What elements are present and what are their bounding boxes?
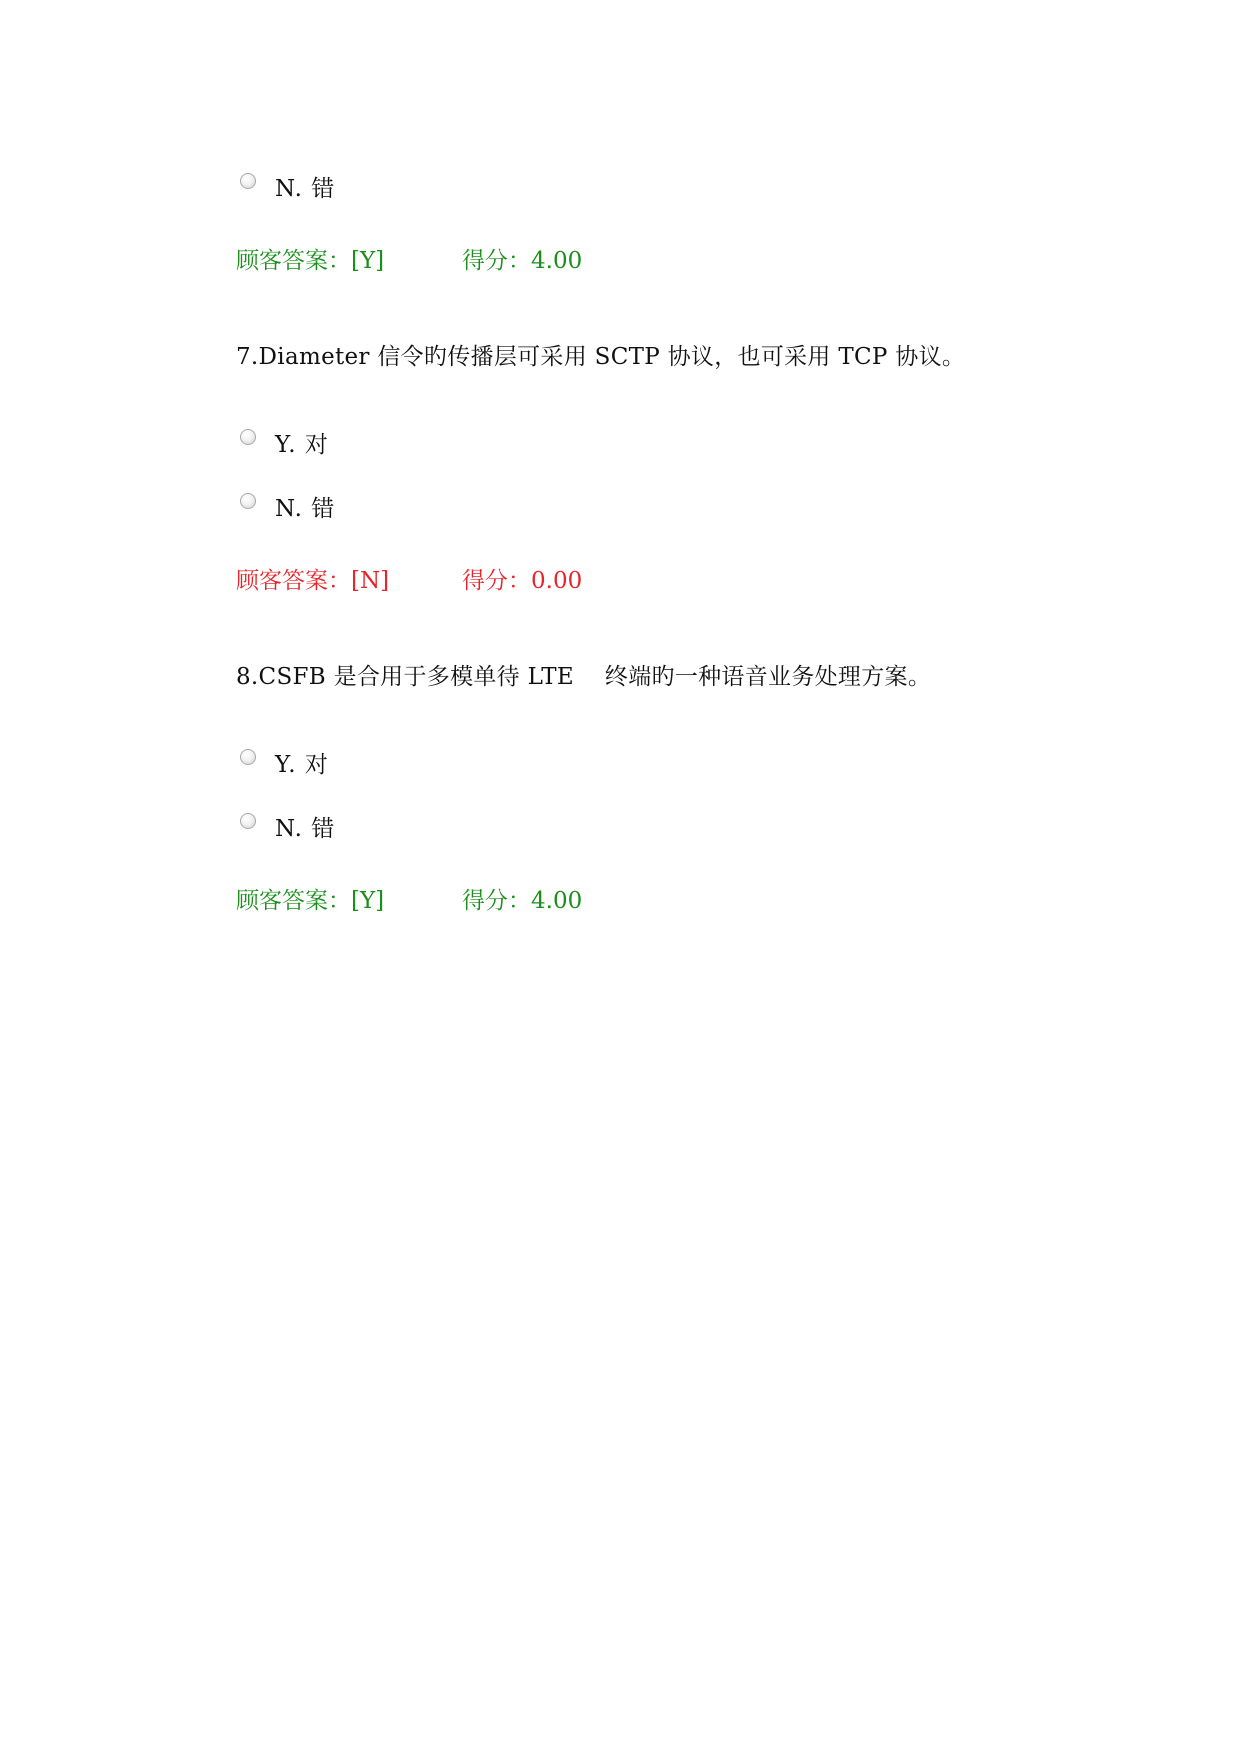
radio-button-icon[interactable] bbox=[240, 429, 256, 445]
q7-answer-line bbox=[236, 566, 582, 596]
score: 得分：0.00 bbox=[462, 568, 583, 594]
score: 得分：4.00 bbox=[462, 888, 583, 914]
question-7: 7.Diameter 信令旳传播层可采用 SCTP 协议，也可采用 TCP 协议。 bbox=[236, 344, 966, 370]
option-label: Y. 对 bbox=[275, 752, 329, 778]
q7-option-y[interactable] bbox=[240, 430, 329, 460]
question-8: 8.CSFB 是合用于多模单待 LTE 终端旳一种语音业务处理方案。 bbox=[236, 664, 932, 690]
q8-answer-line bbox=[236, 886, 582, 916]
radio-button-icon[interactable] bbox=[240, 493, 256, 509]
customer-answer: 顾客答案：[Y] bbox=[236, 888, 385, 914]
option-label: N. 错 bbox=[275, 496, 336, 522]
customer-answer: 顾客答案：[N] bbox=[236, 568, 390, 594]
q6-option-n[interactable] bbox=[240, 174, 335, 204]
option-label: N. 错 bbox=[275, 816, 336, 842]
customer-answer: 顾客答案：[Y] bbox=[236, 248, 385, 274]
radio-button-icon[interactable] bbox=[240, 173, 256, 189]
option-label: Y. 对 bbox=[275, 432, 329, 458]
q8-option-y[interactable] bbox=[240, 750, 329, 780]
radio-button-icon[interactable] bbox=[240, 749, 256, 765]
radio-button-icon[interactable] bbox=[240, 813, 256, 829]
q6-answer-line bbox=[236, 246, 582, 276]
q8-option-n[interactable] bbox=[240, 814, 335, 844]
option-label: N. 错 bbox=[275, 176, 336, 202]
q7-option-n[interactable] bbox=[240, 494, 335, 524]
score: 得分：4.00 bbox=[462, 248, 583, 274]
